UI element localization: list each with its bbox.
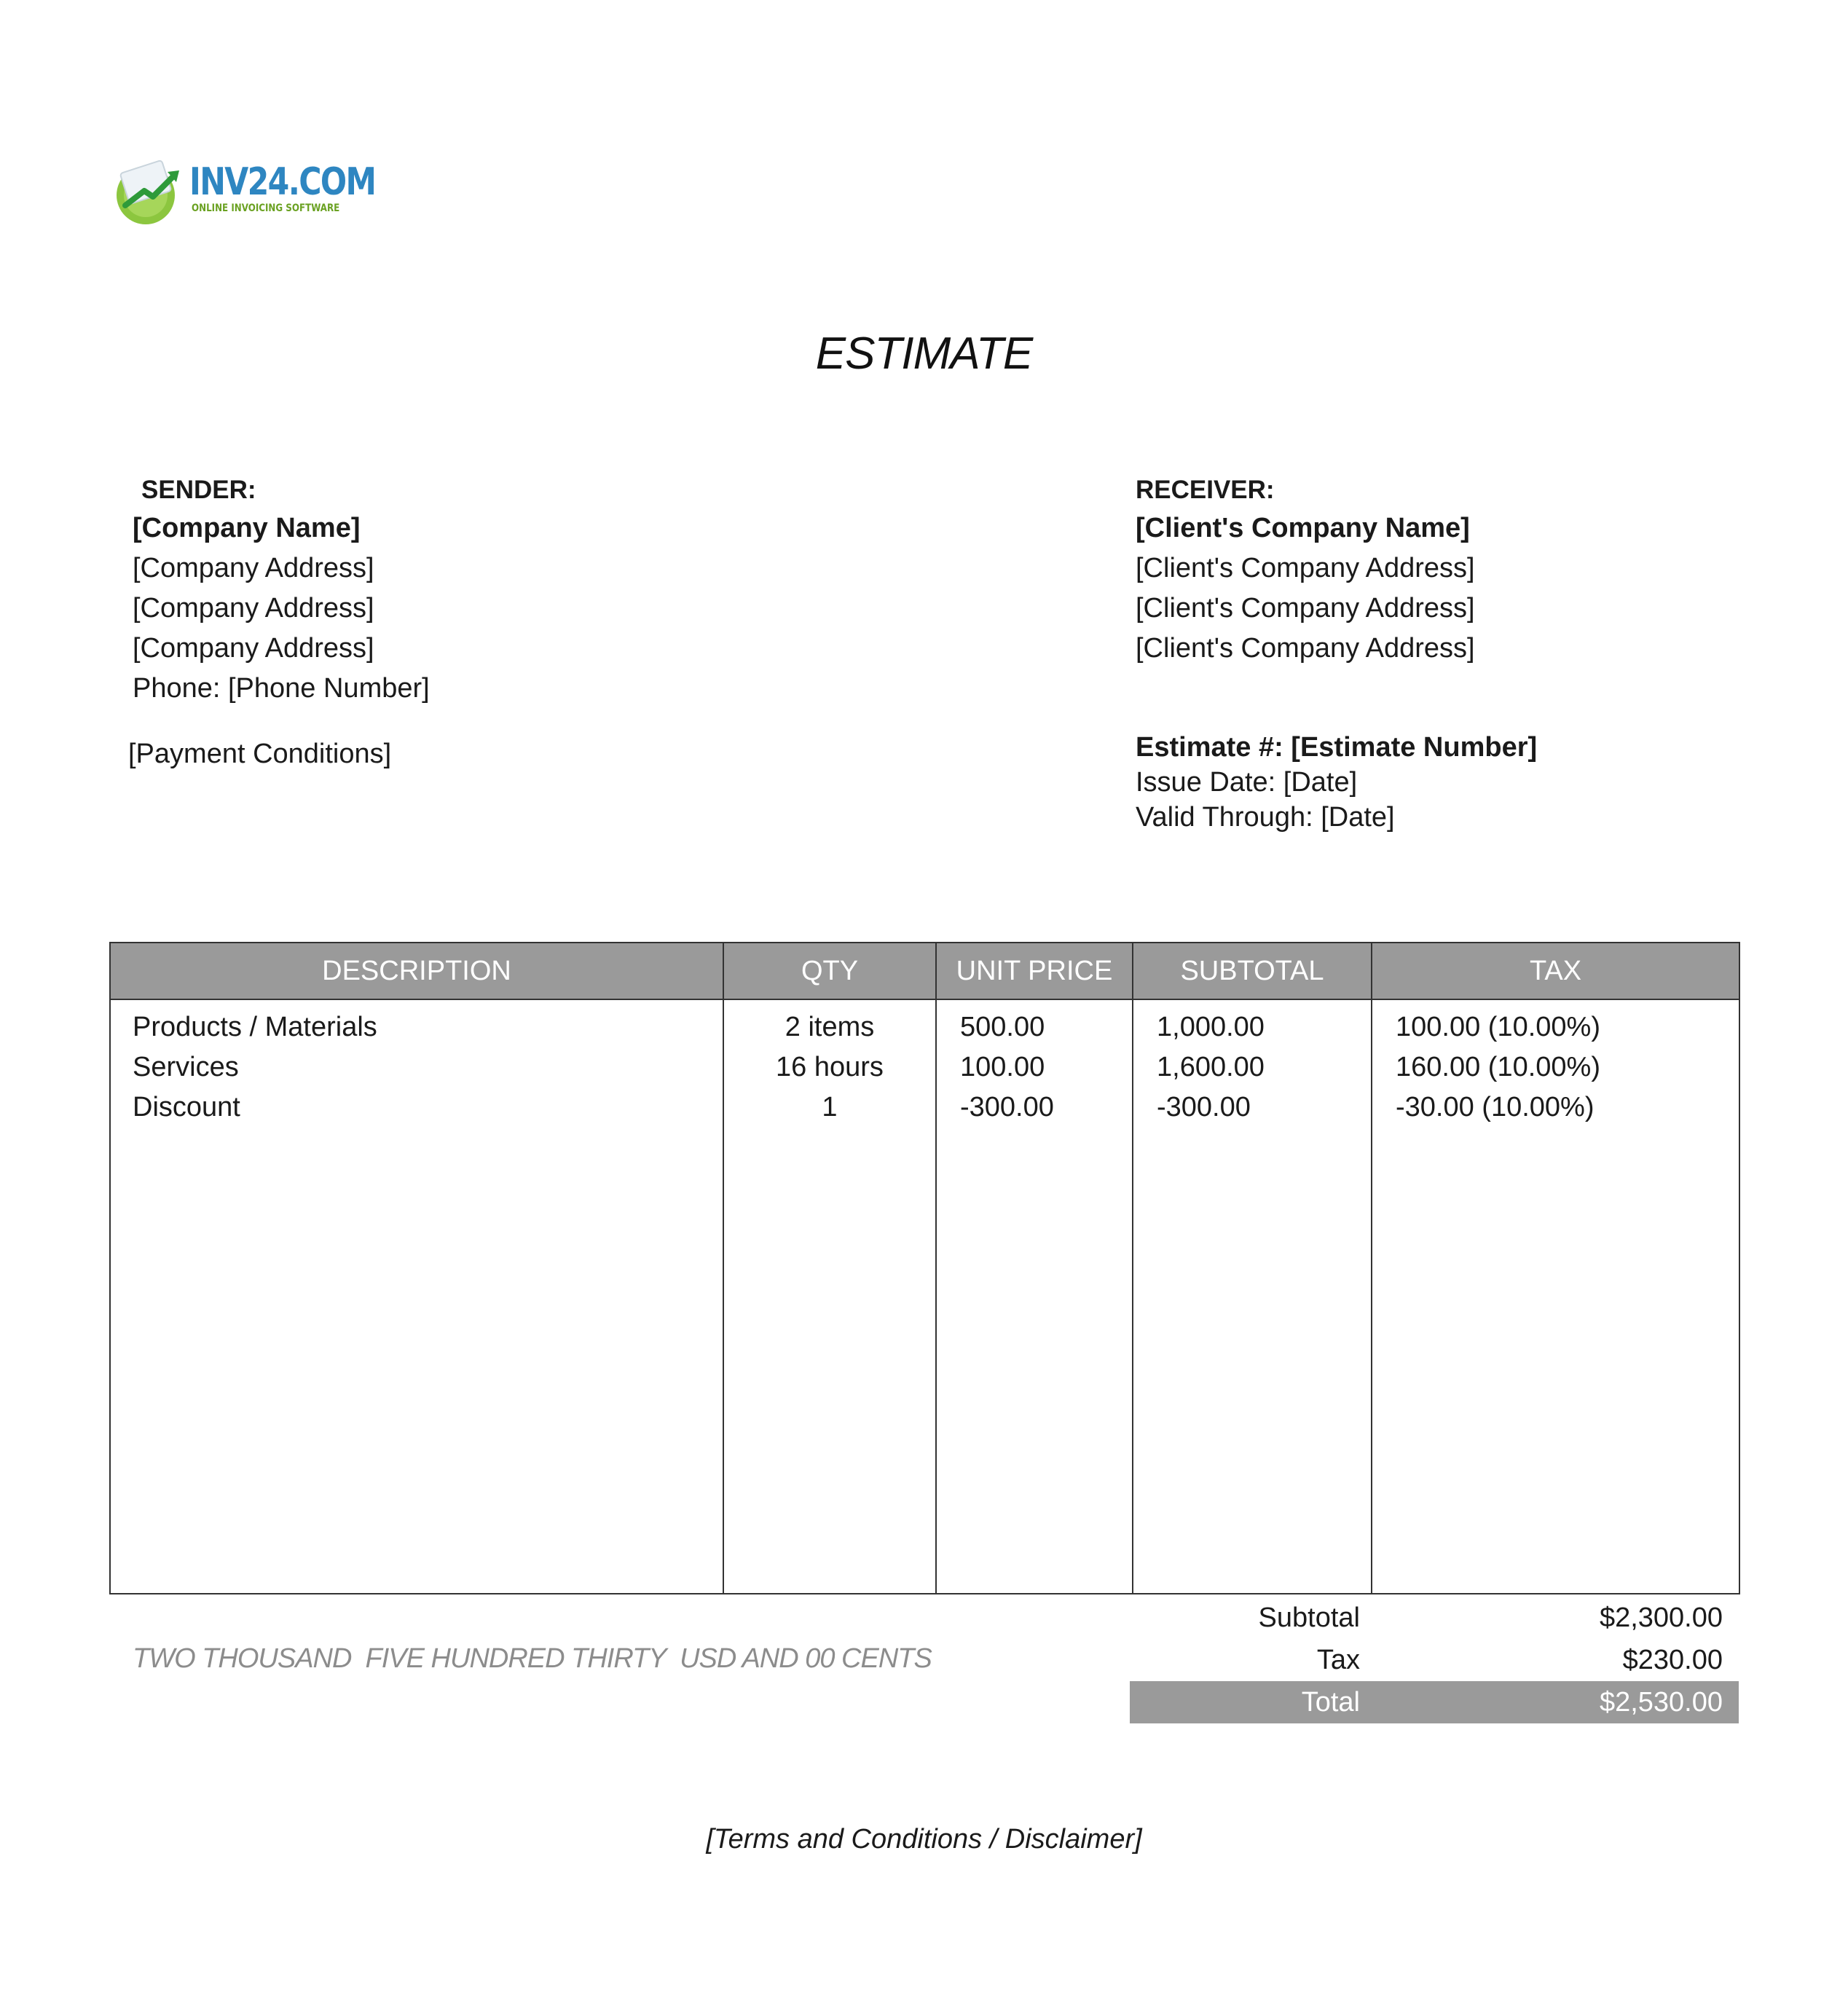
row-qty: 2 items (785, 1012, 875, 1042)
receiver-header: RECEIVER: (1136, 476, 1275, 504)
total-value: $2,530.00 (1599, 1687, 1723, 1718)
sender-address-line: [Company Address] (133, 593, 374, 624)
company-logo (109, 154, 376, 227)
row-description: Discount (133, 1092, 240, 1122)
header-subtotal: SUBTOTAL (1133, 943, 1372, 999)
items-table (109, 942, 1740, 1594)
tax-row (1130, 1639, 1739, 1681)
valid-through: Valid Through: [Date] (1136, 802, 1395, 833)
sender-company-name: [Company Name] (133, 513, 361, 543)
subtotal-column (1133, 999, 1372, 1594)
row-tax: 160.00 (10.00%) (1396, 1052, 1600, 1082)
row-unit-price: 500.00 (960, 1012, 1045, 1042)
unit-price-column (936, 999, 1133, 1594)
sender-address-line: [Company Address] (133, 633, 374, 664)
receiver-block (1136, 472, 1475, 669)
totals-block (1130, 1597, 1739, 1723)
total-label: Total (1301, 1687, 1360, 1718)
row-subtotal: 1,000.00 (1157, 1012, 1265, 1042)
amount-in-words: TWO THOUSAND FIVE HUNDRED THIRTY USD AND 00 CENTS (133, 1643, 932, 1674)
row-description: Services (133, 1052, 239, 1082)
estimate-number: Estimate #: [Estimate Number] (1136, 732, 1538, 763)
row-subtotal: 1,600.00 (1157, 1052, 1265, 1082)
header-description: DESCRIPTION (110, 943, 723, 999)
logo-mark-icon (109, 154, 189, 227)
payment-conditions: [Payment Conditions] (128, 739, 392, 769)
row-subtotal: -300.00 (1157, 1092, 1251, 1122)
tax-column (1372, 999, 1739, 1594)
table-header-row (110, 943, 1739, 999)
receiver-address-line: [Client's Company Address] (1136, 593, 1475, 624)
receiver-address-line: [Client's Company Address] (1136, 553, 1475, 583)
row-tax: 100.00 (10.00%) (1396, 1012, 1600, 1042)
row-qty: 1 (822, 1092, 838, 1122)
subtotal-label: Subtotal (1258, 1602, 1360, 1633)
row-tax: -30.00 (10.00%) (1396, 1092, 1595, 1122)
sender-header: SENDER: (141, 476, 256, 504)
logo-brand-text: INV24.COM (189, 160, 376, 204)
table-body (110, 999, 1739, 1594)
row-unit-price: -300.00 (960, 1092, 1054, 1122)
tax-value: $230.00 (1622, 1645, 1723, 1675)
sender-block (133, 472, 430, 709)
issue-date: Issue Date: [Date] (1136, 767, 1358, 798)
row-description: Products / Materials (133, 1012, 377, 1042)
qty-column (723, 999, 936, 1594)
description-column (110, 999, 723, 1594)
header-tax: TAX (1372, 943, 1739, 999)
document-title: ESTIMATE (815, 329, 1033, 379)
terms-and-conditions: [Terms and Conditions / Disclaimer] (706, 1824, 1142, 1855)
header-unit-price: UNIT PRICE (936, 943, 1133, 999)
sender-address-line: [Company Address] (133, 553, 374, 583)
sender-phone: Phone: [Phone Number] (133, 673, 430, 704)
row-qty: 16 hours (776, 1052, 884, 1082)
subtotal-value: $2,300.00 (1599, 1602, 1723, 1633)
estimate-info-block (1136, 730, 1537, 835)
receiver-address-line: [Client's Company Address] (1136, 633, 1475, 664)
receiver-company-name: [Client's Company Name] (1136, 513, 1470, 543)
total-row (1130, 1681, 1739, 1723)
tax-label: Tax (1316, 1645, 1360, 1675)
subtotal-row (1130, 1597, 1739, 1639)
header-qty: QTY (723, 943, 936, 999)
row-unit-price: 100.00 (960, 1052, 1045, 1082)
logo-tagline: ONLINE INVOICING SOFTWARE (192, 202, 340, 214)
